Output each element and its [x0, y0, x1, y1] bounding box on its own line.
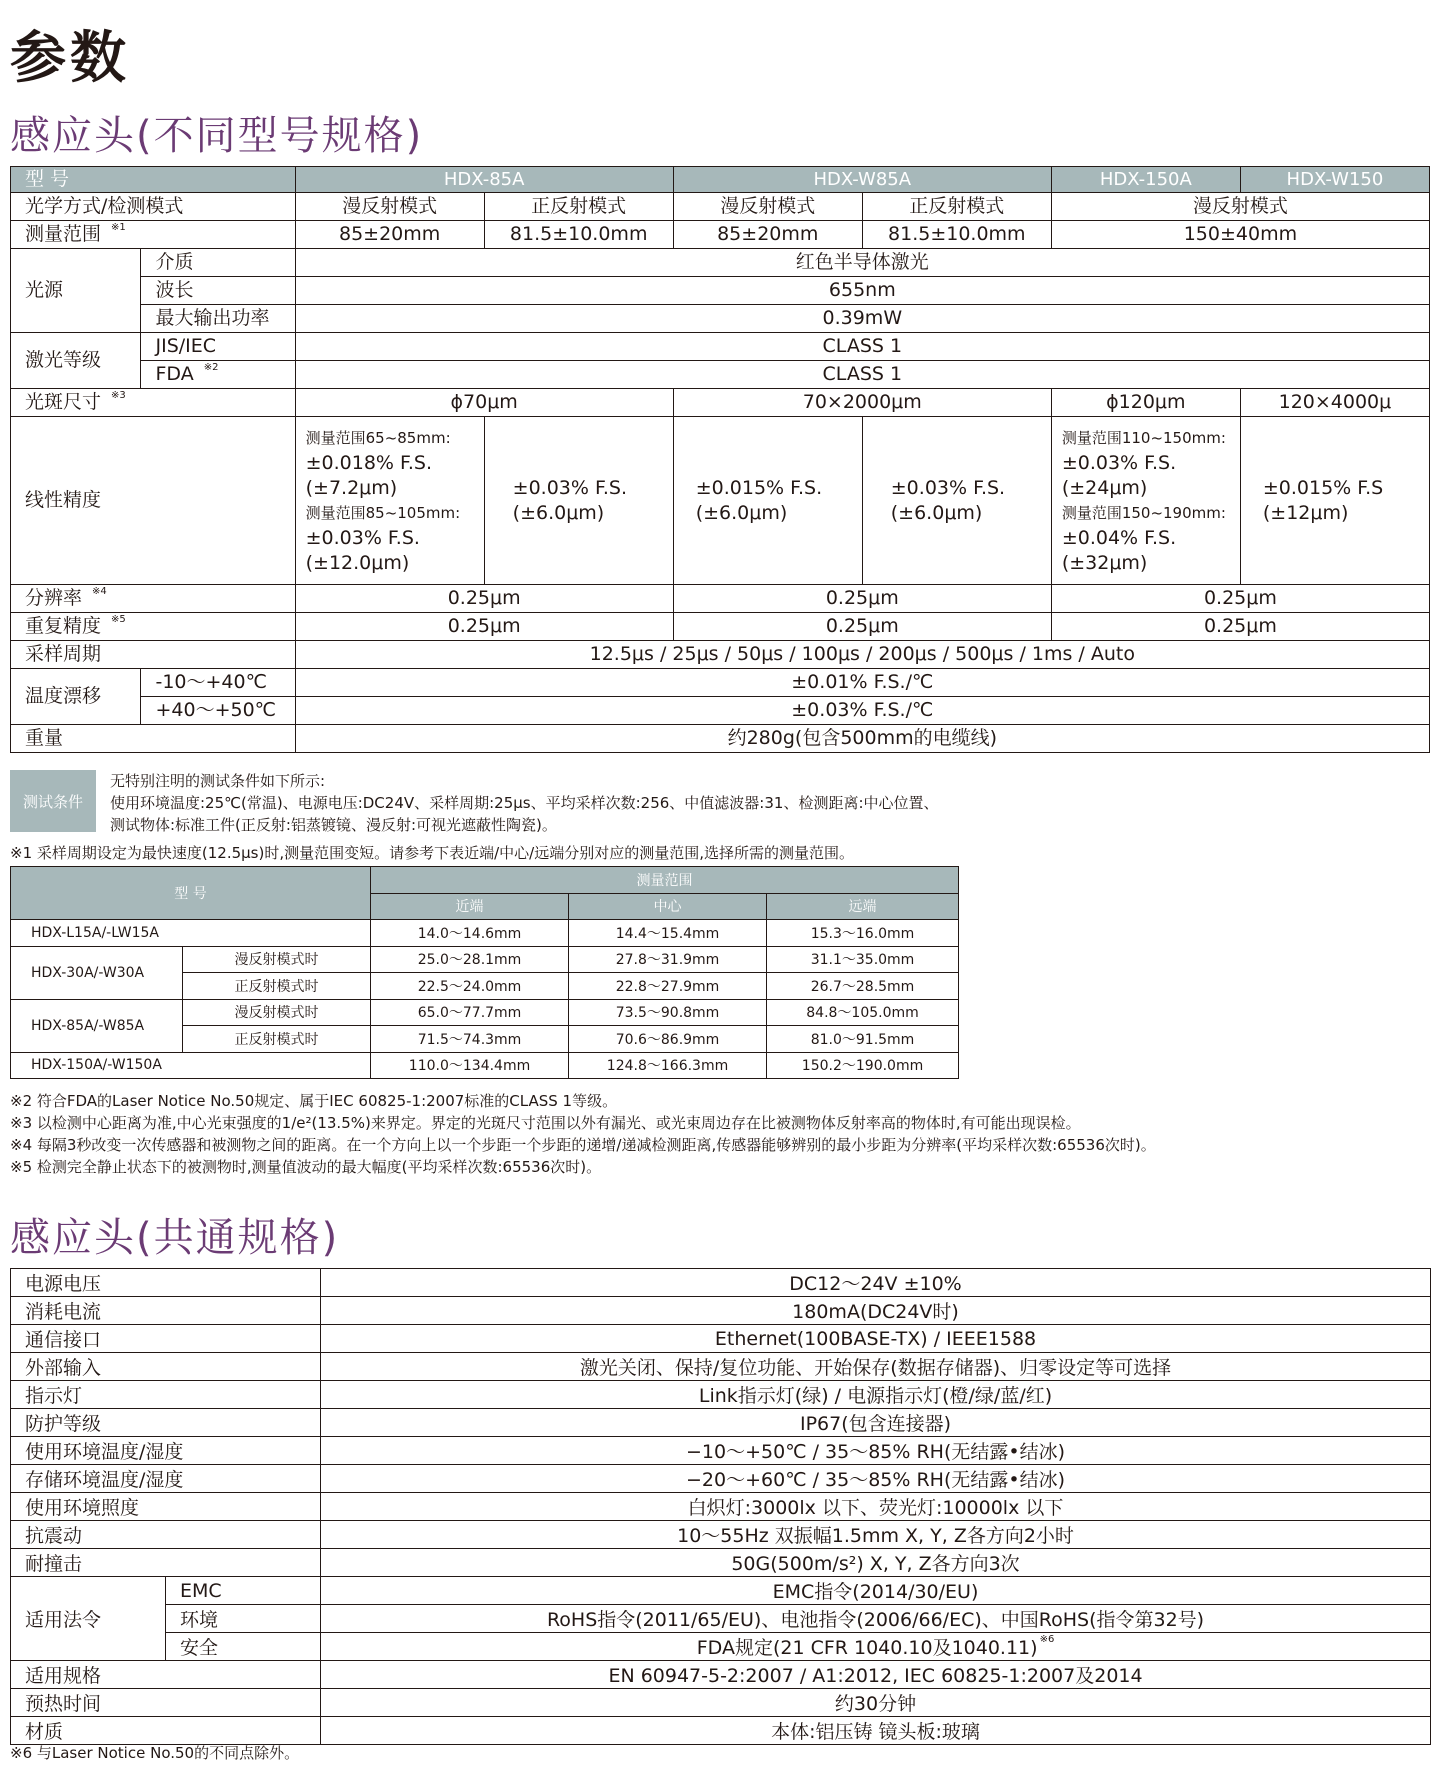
model-spec-table	[10, 166, 1430, 753]
cell: 180mA(DC24V时)	[321, 1297, 1431, 1325]
model-cell: HDX-L15A/-LW15A	[11, 920, 371, 947]
table-row	[11, 1717, 1431, 1745]
table-row	[11, 1605, 1431, 1633]
cell-line: ±0.04% F.S.	[1061, 526, 1177, 549]
center-label: 中心	[569, 893, 767, 920]
label-text: FDA	[155, 363, 194, 385]
cell: DC12～24V ±10%	[321, 1269, 1431, 1297]
cell	[484, 417, 673, 585]
page-title: 参数	[10, 26, 130, 91]
table-row	[11, 221, 1430, 249]
cell: 150.2～190.0mm	[767, 1052, 959, 1079]
footnote-1: ※1 采样周期设定为最快速度(12.5μs)时,测量范围变短。请参考下表近端/中心/远端分别对应的测量范围,选择所需的测量范围。	[10, 844, 854, 862]
table-row	[11, 1521, 1431, 1549]
cell: 124.8～166.3mm	[569, 1052, 767, 1079]
cell: ϕ120μm	[1051, 389, 1240, 417]
label-text: 重复精度	[25, 615, 102, 637]
cell: 10～55Hz 双振幅1.5mm X, Y, Z各方向2小时	[321, 1521, 1431, 1549]
table-row	[11, 641, 1430, 669]
row-label: 预热时间	[11, 1689, 321, 1717]
table-row	[11, 613, 1430, 641]
cell: 22.8～27.9mm	[569, 973, 767, 1000]
cell-line: (±12.0μm)	[305, 551, 410, 574]
cell: 本体:铝压铸 镜头板:玻璃	[321, 1717, 1431, 1745]
table-row	[11, 725, 1430, 753]
table-row	[11, 1409, 1431, 1437]
sub-label: 波长	[141, 277, 295, 305]
row-label: 使用环境温度/湿度	[11, 1437, 321, 1465]
cell: 约30分钟	[321, 1689, 1431, 1717]
cell: EN 60947-5-2:2007 / A1:2012, IEC 60825-1:2007及2014	[321, 1661, 1431, 1689]
cell-line: ±0.018% F.S.	[305, 451, 433, 474]
cell: 85±20mm	[295, 221, 484, 249]
cell-line: (±24μm)	[1061, 476, 1148, 499]
cell: 65.0～77.7mm	[371, 999, 569, 1026]
cell	[1051, 417, 1240, 585]
test-conditions-badge: 测试条件	[10, 770, 96, 832]
table-row	[11, 697, 1430, 725]
section-title-model-specs: 感应头(不同型号规格)	[10, 113, 424, 159]
cell: 激光关闭、保持/复位功能、开始保存(数据存储器)、归零设定等可选择	[321, 1353, 1431, 1381]
footnote-3: ※3 以检测中心距离为准,中心光束强度的1/e²(13.5%)来界定。界定的光斑尺寸范围以外有漏光、或光束周边存在比被测物体反射率高的物体时,有可能出现误检。	[10, 1114, 1081, 1132]
cell: ±0.01% F.S./℃	[295, 669, 1429, 697]
label-text: 测量范围	[25, 223, 102, 245]
mode-cell: 漫反射模式时	[183, 946, 371, 973]
cell: 22.5～24.0mm	[371, 973, 569, 1000]
cell-line: 测量范围85~105mm:	[305, 503, 461, 522]
cell: 81.5±10.0mm	[484, 221, 673, 249]
table-row	[11, 920, 959, 947]
sub-label	[141, 361, 295, 389]
near-label: 近端	[371, 893, 569, 920]
cell: 12.5μs / 25μs / 50μs / 100μs / 200μs / 500μs / 1ms / Auto	[295, 641, 1429, 669]
cell: 81.0～91.5mm	[767, 1026, 959, 1053]
cell: 0.25μm	[295, 613, 673, 641]
cell-line: ±0.03% F.S.	[305, 526, 420, 549]
cell: −10～+50℃ / 35～85% RH(无结露•结冰)	[321, 1437, 1431, 1465]
cell-line: (±12μm)	[1262, 501, 1349, 524]
footnote-ref: ※3	[111, 390, 126, 401]
table-row	[11, 1052, 959, 1079]
table-row	[11, 946, 959, 973]
model-cell: HDX-85A/-W85A	[11, 999, 183, 1052]
table-header-row	[11, 167, 1430, 193]
footnote-ref: ※5	[111, 614, 126, 625]
table-row	[11, 1437, 1431, 1465]
cell-line: ±0.015% F.S	[1262, 476, 1384, 499]
row-label: 光学方式/检测模式	[11, 193, 296, 221]
sub-label: 介质	[141, 249, 295, 277]
cell: 0.25μm	[673, 585, 1051, 613]
row-label	[11, 613, 296, 641]
footnote-6: ※6 与Laser Notice No.50的不同点除外。	[10, 1744, 300, 1762]
cell	[673, 417, 862, 585]
cell-line: ±0.03% F.S.	[1061, 451, 1177, 474]
table-row	[11, 1689, 1431, 1717]
model-cell: HDX-30A/-W30A	[11, 946, 183, 999]
cell: 81.5±10.0mm	[862, 221, 1051, 249]
cell: 0.25μm	[673, 613, 1051, 641]
row-label: 指示灯	[11, 1381, 321, 1409]
table-row	[11, 999, 959, 1026]
table-row	[11, 417, 1430, 585]
row-label: 激光等级	[11, 333, 141, 389]
cell: 110.0～134.4mm	[371, 1052, 569, 1079]
row-label: 线性精度	[11, 417, 296, 585]
cell: 正反射模式	[862, 193, 1051, 221]
row-label	[11, 389, 296, 417]
measurement-range-table	[10, 866, 959, 1079]
cell: 0.39mW	[295, 305, 1429, 333]
table-row	[11, 1493, 1431, 1521]
label-text: 分辨率	[25, 587, 83, 609]
cell: 约280g(包含500mm的电缆线)	[295, 725, 1429, 753]
row-label: 外部输入	[11, 1353, 321, 1381]
cell: 71.5～74.3mm	[371, 1026, 569, 1053]
cell: CLASS 1	[295, 333, 1429, 361]
cell: 0.25μm	[1051, 585, 1429, 613]
cell: 漫反射模式	[1051, 193, 1429, 221]
cell: 84.8～105.0mm	[767, 999, 959, 1026]
cell: 73.5～90.8mm	[569, 999, 767, 1026]
cell	[321, 1633, 1431, 1661]
table-row	[11, 1549, 1431, 1577]
cell: RoHS指令(2011/65/EU)、电池指令(2006/66/EC)、中国RoHS(指令第32号)	[321, 1605, 1431, 1633]
cell: IP67(包含连接器)	[321, 1409, 1431, 1437]
cell: 150±40mm	[1051, 221, 1429, 249]
sub-label: -10～+40℃	[141, 669, 295, 697]
mode-cell: 漫反射模式时	[183, 999, 371, 1026]
table-row	[11, 361, 1430, 389]
model-name: HDX-150A	[1051, 167, 1240, 193]
cell: 26.7～28.5mm	[767, 973, 959, 1000]
table-row	[11, 1577, 1431, 1605]
footnote-5: ※5 检测完全静止状态下的被测物时,测量值波动的最大幅度(平均采样次数:65536次时)。	[10, 1158, 602, 1176]
far-label: 远端	[767, 893, 959, 920]
cell	[295, 417, 484, 585]
cell-line: ±0.03% F.S.	[890, 476, 1006, 499]
table-row	[11, 1269, 1431, 1297]
cell-line: (±32μm)	[1061, 551, 1148, 574]
table-row	[11, 1297, 1431, 1325]
cell: 25.0～28.1mm	[371, 946, 569, 973]
cell-line: (±7.2μm)	[305, 476, 398, 499]
cell: −20～+60℃ / 35～85% RH(无结露•结冰)	[321, 1465, 1431, 1493]
cell: 50G(500m/s²) X, Y, Z各方向3次	[321, 1549, 1431, 1577]
table-header-row	[11, 867, 959, 894]
row-label: 适用法令	[11, 1577, 166, 1661]
common-spec-table	[10, 1268, 1431, 1745]
sub-label: 环境	[166, 1605, 321, 1633]
table-row	[11, 277, 1430, 305]
cell: 0.25μm	[295, 585, 673, 613]
row-label: 通信接口	[11, 1325, 321, 1353]
condition-line: 测试物体:标准工件(正反射:铝蒸镀镜、漫反射:可视光遮蔽性陶瓷)。	[110, 816, 557, 834]
row-label: 使用环境照度	[11, 1493, 321, 1521]
cell: CLASS 1	[295, 361, 1429, 389]
footnote-ref: ※2	[203, 362, 219, 373]
row-label	[11, 585, 296, 613]
cell-line: (±6.0μm)	[512, 501, 605, 524]
table-row	[11, 249, 1430, 277]
cell: 白炽灯:3000lx 以下、荧光灯:10000lx 以下	[321, 1493, 1431, 1521]
row-label: 采样周期	[11, 641, 296, 669]
cell: 漫反射模式	[673, 193, 862, 221]
row-label: 重量	[11, 725, 296, 753]
range-label: 测量范围	[371, 867, 959, 894]
cell: 27.8～31.9mm	[569, 946, 767, 973]
row-label	[11, 221, 296, 249]
table-row	[11, 585, 1430, 613]
cell: Link指示灯(绿) / 电源指示灯(橙/绿/蓝/红)	[321, 1381, 1431, 1409]
cell: 120×4000μ	[1240, 389, 1429, 417]
row-label: 光源	[11, 249, 141, 333]
label-text: 光斑尺寸	[25, 391, 102, 413]
table-row	[11, 1661, 1431, 1689]
cell: ±0.03% F.S./℃	[295, 697, 1429, 725]
cell-line: 测量范围150~190mm:	[1061, 503, 1226, 522]
cell: 70×2000μm	[673, 389, 1051, 417]
cell: 31.1～35.0mm	[767, 946, 959, 973]
sub-label: 最大输出功率	[141, 305, 295, 333]
table-row	[11, 305, 1430, 333]
table-row	[11, 669, 1430, 697]
footnote-ref: ※6	[1039, 1634, 1055, 1645]
row-label: 消耗电流	[11, 1297, 321, 1325]
table-row	[11, 1465, 1431, 1493]
cell: EMC指令(2014/30/EU)	[321, 1577, 1431, 1605]
table-row	[11, 333, 1430, 361]
model-label: 型 号	[11, 167, 296, 193]
condition-line: 无特别注明的测试条件如下所示:	[110, 772, 326, 790]
cell: 14.0～14.6mm	[371, 920, 569, 947]
model-label: 型 号	[11, 867, 371, 920]
model-name: HDX-W150	[1240, 167, 1429, 193]
row-label: 抗震动	[11, 1521, 321, 1549]
cell: 漫反射模式	[295, 193, 484, 221]
table-row	[11, 1353, 1431, 1381]
cell: 15.3～16.0mm	[767, 920, 959, 947]
cell: ϕ70μm	[295, 389, 673, 417]
cell-text: FDA规定(21 CFR 1040.10及1040.11)	[696, 1637, 1038, 1659]
cell-line: 测量范围110~150mm:	[1061, 428, 1226, 447]
row-label: 防护等级	[11, 1409, 321, 1437]
row-label: 耐撞击	[11, 1549, 321, 1577]
model-name: HDX-85A	[295, 167, 673, 193]
footnote-4: ※4 每隔3秒改变一次传感器和被测物之间的距离。在一个方向上以一个步距一个步距的递增/递减检测距离,传感器能够辨别的最小步距为分辨率(平均采样次数:65536次时)。	[10, 1136, 1156, 1154]
table-row	[11, 1325, 1431, 1353]
sub-label: JIS/IEC	[141, 333, 295, 361]
cell: 正反射模式	[484, 193, 673, 221]
cell: Ethernet(100BASE-TX) / IEEE1588	[321, 1325, 1431, 1353]
cell	[1240, 417, 1429, 585]
cell: 0.25μm	[1051, 613, 1429, 641]
mode-cell: 正反射模式时	[183, 973, 371, 1000]
sub-label: EMC	[166, 1577, 321, 1605]
row-label: 电源电压	[11, 1269, 321, 1297]
cell: 85±20mm	[673, 221, 862, 249]
condition-line: 使用环境温度:25℃(常温)、电源电压:DC24V、采样周期:25μs、平均采样次数:256、中值滤波器:31、检测距离:中心位置、	[110, 794, 939, 812]
sub-label: 安全	[166, 1633, 321, 1661]
footnote-ref: ※1	[111, 222, 126, 233]
table-row	[11, 193, 1430, 221]
row-label: 适用规格	[11, 1661, 321, 1689]
table-row	[11, 389, 1430, 417]
model-name: HDX-W85A	[673, 167, 1051, 193]
mode-cell: 正反射模式时	[183, 1026, 371, 1053]
row-label: 材质	[11, 1717, 321, 1745]
table-row	[11, 1381, 1431, 1409]
cell: 红色半导体激光	[295, 249, 1429, 277]
cell-line: ±0.015% F.S.	[695, 476, 823, 499]
cell: 655nm	[295, 277, 1429, 305]
row-label: 温度漂移	[11, 669, 141, 725]
cell: 70.6～86.9mm	[569, 1026, 767, 1053]
sub-label: +40～+50℃	[141, 697, 295, 725]
cell-line: (±6.0μm)	[695, 501, 788, 524]
section-title-common-specs: 感应头(共通规格)	[10, 1215, 340, 1261]
row-label: 存储环境温度/湿度	[11, 1465, 321, 1493]
cell: 14.4～15.4mm	[569, 920, 767, 947]
table-row	[11, 1633, 1431, 1661]
cell-line: (±6.0μm)	[890, 501, 983, 524]
footnote-ref: ※4	[92, 586, 107, 597]
footnote-2: ※2 符合FDA的Laser Notice No.50规定、属于IEC 60825-1:2007标准的CLASS 1等级。	[10, 1092, 618, 1110]
cell-line: 测量范围65~85mm:	[305, 428, 451, 447]
cell-line: ±0.03% F.S.	[512, 476, 627, 499]
model-cell: HDX-150A/-W150A	[11, 1052, 371, 1079]
cell	[862, 417, 1051, 585]
